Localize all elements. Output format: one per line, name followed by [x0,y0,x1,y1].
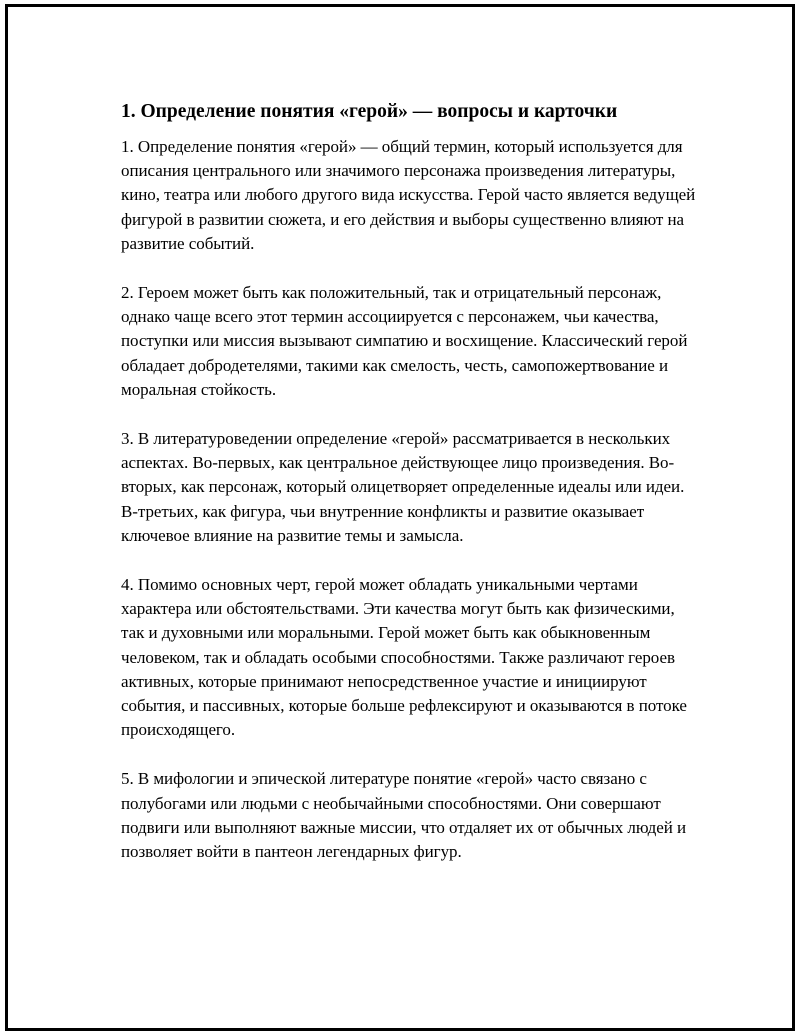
paragraph-1: 1. Определение понятия «герой» — общий термин, который используется для описания центрального или значимого персонажа произведения литературы, кино, театра или любого другого вида искусства. Герой часто является ведущей фигурой в развитии сюжета, и его действия и выборы существенно влияют на развитие событий. [121,137,696,253]
paragraph-3: 3. В литературоведении определение «герой» рассматривается в нескольких аспектах. Во-первых, как центральное действующее лицо произведения. Во-вторых, как персонаж, который олицетворяет определенные идеалы или идеи. В-третьих, как фигура, чьи внутренние конфликты и развитие оказывает ключевое влияние на развитие темы и замысла. [121,429,685,545]
page-frame [5,4,795,1031]
paragraph-4: 4. Помимо основных черт, герой может обладать уникальными чертами характера или обстоятельствами. Эти качества могут быть как физическими, так и духовными или моральными. Герой может быть как обыкновенным человеком, так и обладать особыми способностями. Также различают героев активных, которые принимают непосредственное участие и инициируют события, и пассивных, которые больше рефлексируют и оказываются в потоке происходящего. [121,575,687,740]
document-title: 1. Определение понятия «герой» — вопросы и карточки [121,101,618,122]
paragraph-5: 5. В мифологии и эпической литературе понятие «герой» часто связано с полубогами или людьми с необычайными способностями. Они совершают подвиги или выполняют важные миссии, что отдаляет их от обычных людей и позволяет войти в пантеон легендарных фигур. [121,769,687,862]
document-body [121,99,699,889]
paragraph-2: 2. Героем может быть как положительный, так и отрицательный персонаж, однако чаще всего этот термин ассоциируется с персонажем, чьи качества, поступки или миссия вызывают симпатию и восхищение. Классический герой обладает добродетелями, такими как смелость, честь, самопожертвование и моральная стойкость. [121,283,688,399]
